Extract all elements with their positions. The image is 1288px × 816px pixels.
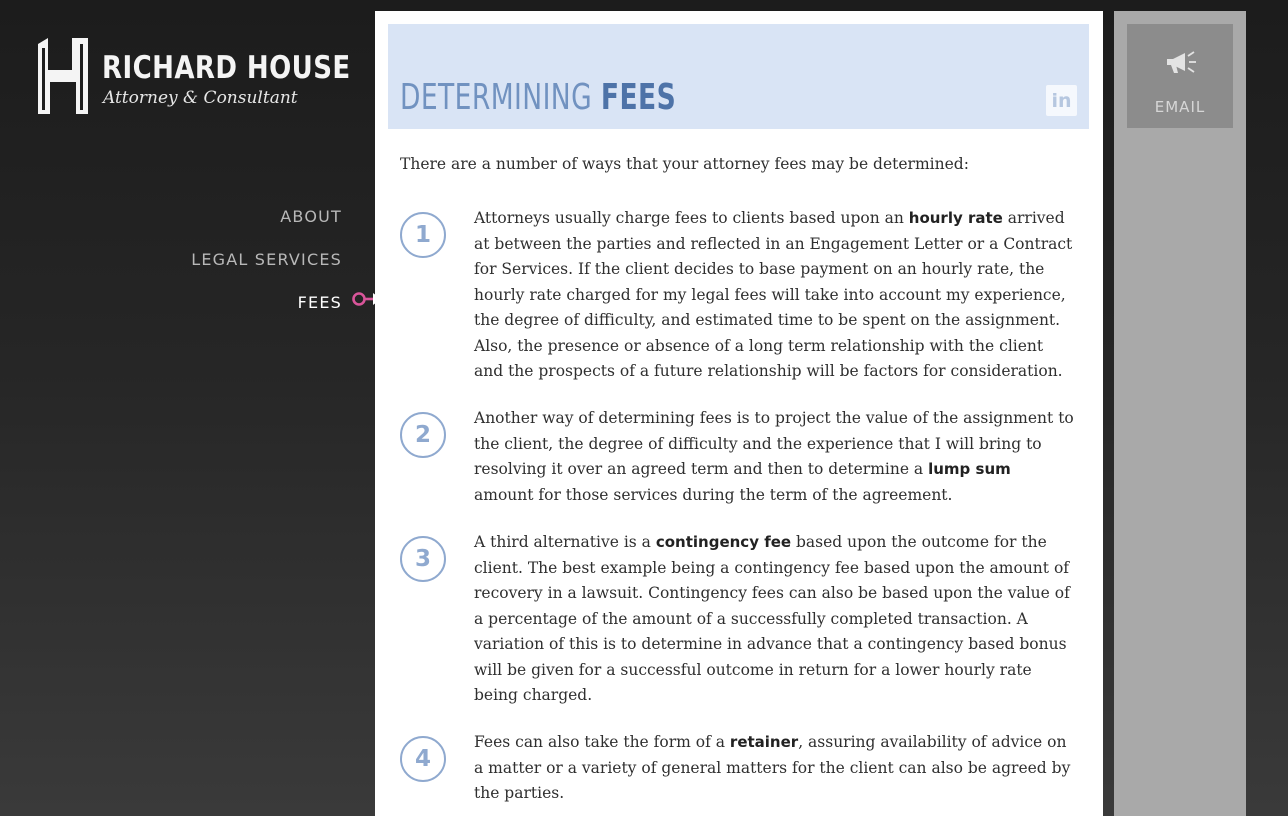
linkedin-icon[interactable]: in [1046, 85, 1077, 116]
fee-description: A third alternative is a contingency fee based upon the outcome for the client. The best example being a contingency fee based upon the amount of recovery in a lawsuit. Contingency fees can also be based upon the value of a percentage of the amount of a successfully completed transaction. A variation of this is to determine in advance that a contingency based bonus will be given for a successful outcome in return for a lower hourly rate being charged. [474, 533, 1070, 704]
number-circle-icon: 3 [400, 536, 446, 582]
email-label: EMAIL [1154, 98, 1206, 116]
brand-name: RICHARD HOUSE [102, 50, 351, 86]
nav-item-about[interactable]: ABOUT [280, 207, 342, 226]
intro-text: There are a number of ways that your attorney fees may be determined: [400, 155, 969, 173]
fee-description: Fees can also take the form of a retainer, assuring availability of advice on a matter or a variety of general matters for the client can also be agreed by the parties. [474, 733, 1071, 802]
page-title [400, 77, 676, 118]
fee-description: Attorneys usually charge fees to clients based upon an hourly rate arrived at between the parties and reflected in an Engagement Letter or a Contract for Services. If the client decides to base payment on an hourly rate, the hourly rate charged for my legal fees will take into account my experience, the degree of difficulty, and estimated time to be spent on the assignment. Also, the presence or absence of a long term relationship with the client and the prospects of a future relationship will be factors for consideration. [474, 209, 1073, 380]
brand-tagline: Attorney & Consultant [103, 88, 298, 108]
fee-description: Another way of determining fees is to project the value of the assignment to the client, the degree of difficulty and the experience that I will bring to resolving it over an agreed term and then to determine a lump sum amount for those services during the term of the agreement. [474, 409, 1074, 504]
number-circle-icon: 2 [400, 412, 446, 458]
page-title-bold: FEES [600, 77, 677, 118]
nav-item-fees[interactable]: FEES [297, 293, 342, 312]
h-monogram-icon [36, 36, 90, 116]
nav-item-legal-services[interactable]: LEGAL SERVICES [191, 250, 342, 269]
number-circle-icon: 1 [400, 212, 446, 258]
page-header [388, 24, 1089, 129]
content-panel [375, 11, 1103, 816]
page-title-light: DETERMINING [400, 77, 593, 118]
main-navigation [191, 205, 342, 334]
right-sidebar [1114, 11, 1246, 816]
megaphone-icon [1165, 50, 1199, 76]
email-button[interactable] [1127, 24, 1233, 128]
number-circle-icon: 4 [400, 736, 446, 782]
site-logo[interactable] [36, 36, 351, 118]
